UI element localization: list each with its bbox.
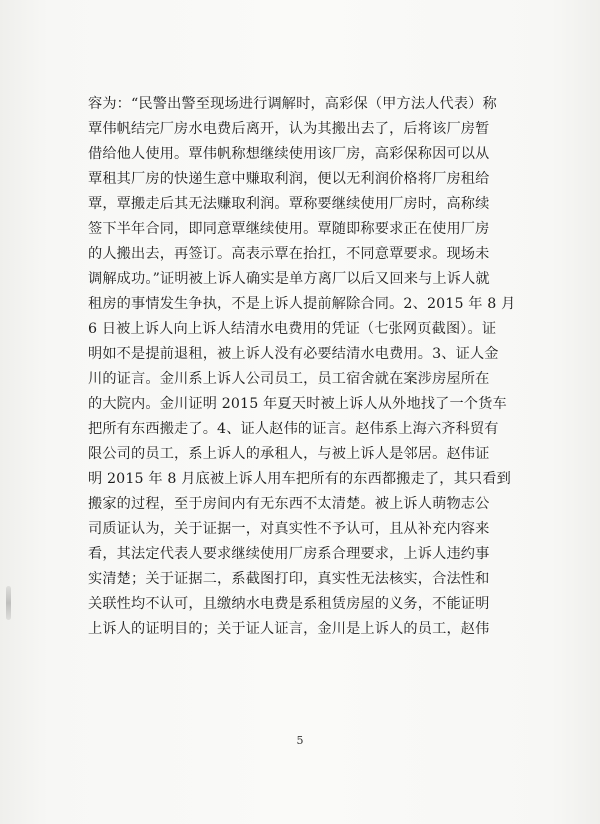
text-line: 看，其法定代表人要求继续使用厂房系合理要求，上诉人违约事: [88, 546, 490, 562]
text-line: 把所有东西搬走了。4、证人赵伟的证言。赵伟系上海六齐科贸有: [88, 421, 499, 437]
text-line: 明如不是提前退租，被上诉人没有必要结清水电费用。3、证人金: [88, 346, 499, 362]
text-line: 容为：“民警出警至现场进行调解时，高彩保（甲方法人代表）称: [88, 96, 497, 112]
binding-hole-mark: [6, 586, 11, 620]
document-body: [88, 92, 520, 642]
text-line: 上诉人的证明目的；关于证人证言，金川是上诉人的员工，赵伟: [88, 621, 490, 637]
text-line: 6 日被上诉人向上诉人结清水电费用的凭证（七张网页截图）。证: [88, 321, 497, 337]
text-line: 川的证言。金川系上诉人公司员工，员工宿舍就在案涉房屋所在: [88, 371, 490, 387]
text-line: 覃，覃搬走后其无法赚取利润。覃称要继续使用厂房时，高称续: [88, 196, 490, 212]
text-line: 关联性均不认可，且缴纳水电费是系租赁房屋的义务，不能证明: [88, 596, 490, 612]
page-number: 5: [296, 734, 304, 747]
text-line: 司质证认为，关于证据一，对真实性不予认可，且从补充内容来: [88, 521, 490, 537]
text-line: 租房的事情发生争执，不是上诉人提前解除合同。2、2015 年 8 月: [88, 296, 516, 312]
text-line: 搬家的过程，至于房间内有无东西不太清楚。被上诉人萌物志公: [88, 496, 490, 512]
text-line: 明 2015 年 8 月底被上诉人用车把所有的东西都搬走了，其只看到: [88, 471, 511, 487]
text-line: 限公司的员工，系上诉人的承租人，与被上诉人是邻居。赵伟证: [88, 446, 490, 462]
text-line: 借给他人使用。覃伟帆称想继续使用该厂房，高彩保称因可以从: [88, 146, 490, 162]
text-line: 实清楚；关于证据二，系截图打印，真实性无法核实，合法性和: [88, 571, 490, 587]
text-line: 覃租其厂房的快递生意中赚取利润，便以无利润价格将厂房租给: [88, 171, 490, 187]
text-line: 调解成功。”证明被上诉人确实是单方离厂以后又回来与上诉人就: [88, 271, 490, 287]
text-line: 覃伟帆结完厂房水电费后离开，认为其搬出去了，后将该厂房暂: [88, 121, 490, 137]
text-line: 签下半年合同，即同意覃继续使用。覃随即称要求正在使用厂房: [88, 221, 490, 237]
text-line: 的大院内。金川证明 2015 年夏天时被上诉人从外地找了一个货车: [88, 396, 507, 412]
text-line: 的人搬出去，再签订。高表示覃在抬扛，不同意覃要求。现场未: [88, 246, 490, 262]
